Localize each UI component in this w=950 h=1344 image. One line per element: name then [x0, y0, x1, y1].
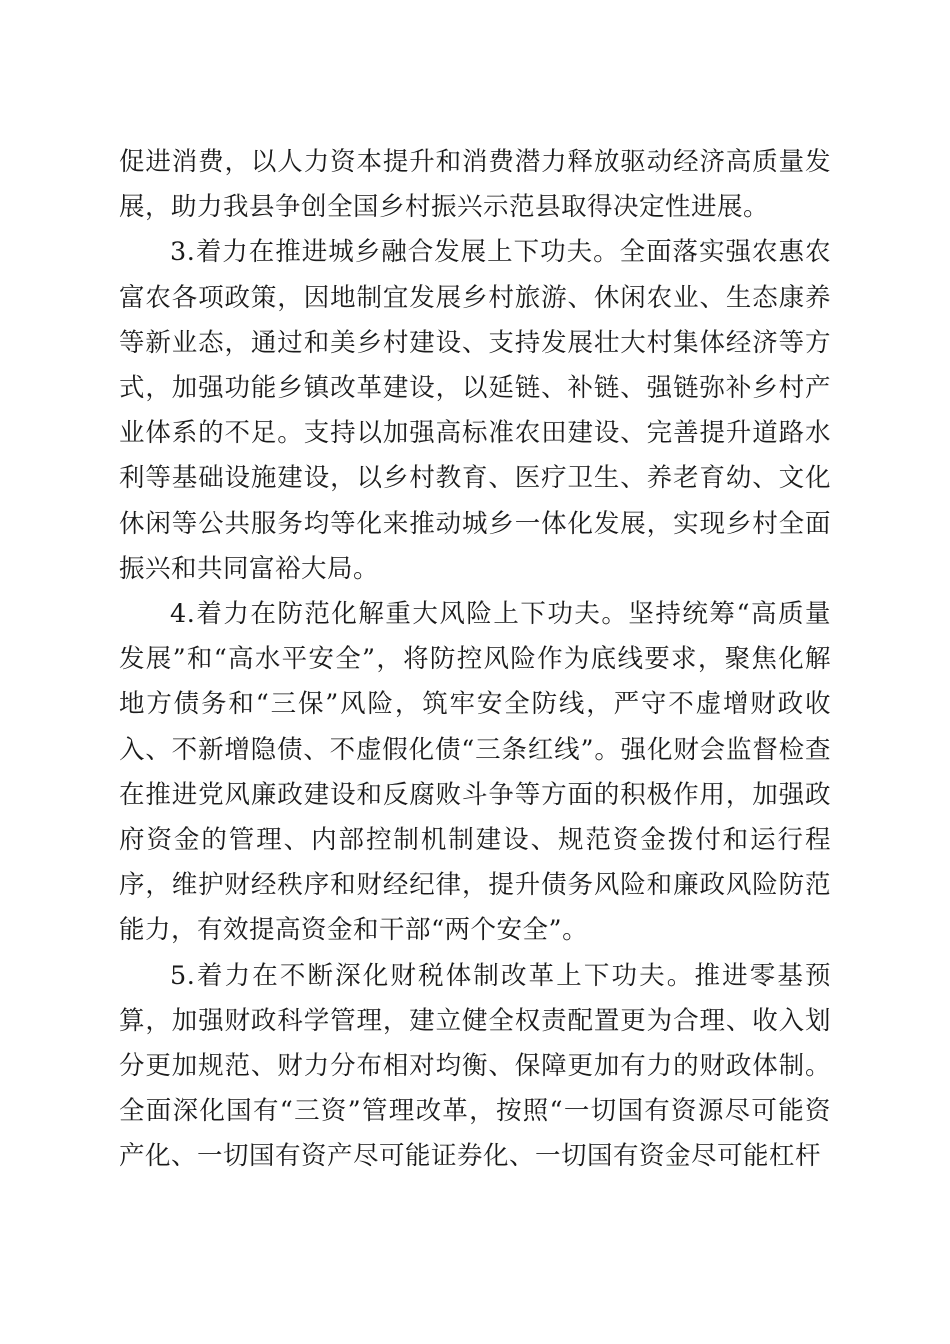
paragraph-continuation: 促进消费，以人力资本提升和消费潜力释放驱动经济高质量发展，助力我县争创全国乡村振兴示范县取得决定性进展。	[119, 147, 831, 223]
paragraph-3-urban-rural-integration: 3.着力在推进城乡融合发展上下功夫。全面落实强农惠农富农各项政策，因地制宜发展乡村旅游、休闲农业、生态康养等新业态，通过和美乡村建设、支持发展壮大村集体经济等方式，加强功能乡镇改革建设，以延链、补链、强链弥补乡村产业体系的不足。支持以加强高标准农田建设、完善提升道路水利等基础设施建设，以乡村教育、医疗卫生、养老育幼、文化休闲等公共服务均等化来推动城乡一体化发展，实现乡村全面振兴和共同富裕大局。	[119, 237, 831, 584]
paragraph-4-risk-prevention: 4.着力在防范化解重大风险上下功夫。坚持统筹“高质量发展”和“高水平安全”，将防控风险作为底线要求，聚焦化解地方债务和“三保”风险，筑牢安全防线，严守不虚增财政收入、不新增隐债、不虚假化债“三条红线”。强化财会监督检查在推进党风廉政建设和反腐败斗争等方面的积极作用，加强政府资金的管理、内部控制机制建设、规范资金拨付和运行程序，维护财经秩序和财经纪律，提升债务风险和廉政风险防范能力，有效提高资金和干部“两个安全”。	[119, 599, 831, 946]
paragraph-5-fiscal-reform: 5.着力在不断深化财税体制改革上下功夫。推进零基预算，加强财政科学管理，建立健全权责配置更为合理、收入划分更加规范、财力分布相对均衡、保障更加有力的财政体制。全面深化国有“三资”管理改革，按照“一切国有资源尽可能资产化、一切国有资产尽可能证券化、一切国有资金尽可能杠杆	[119, 960, 831, 1172]
document-body	[119, 140, 831, 1180]
